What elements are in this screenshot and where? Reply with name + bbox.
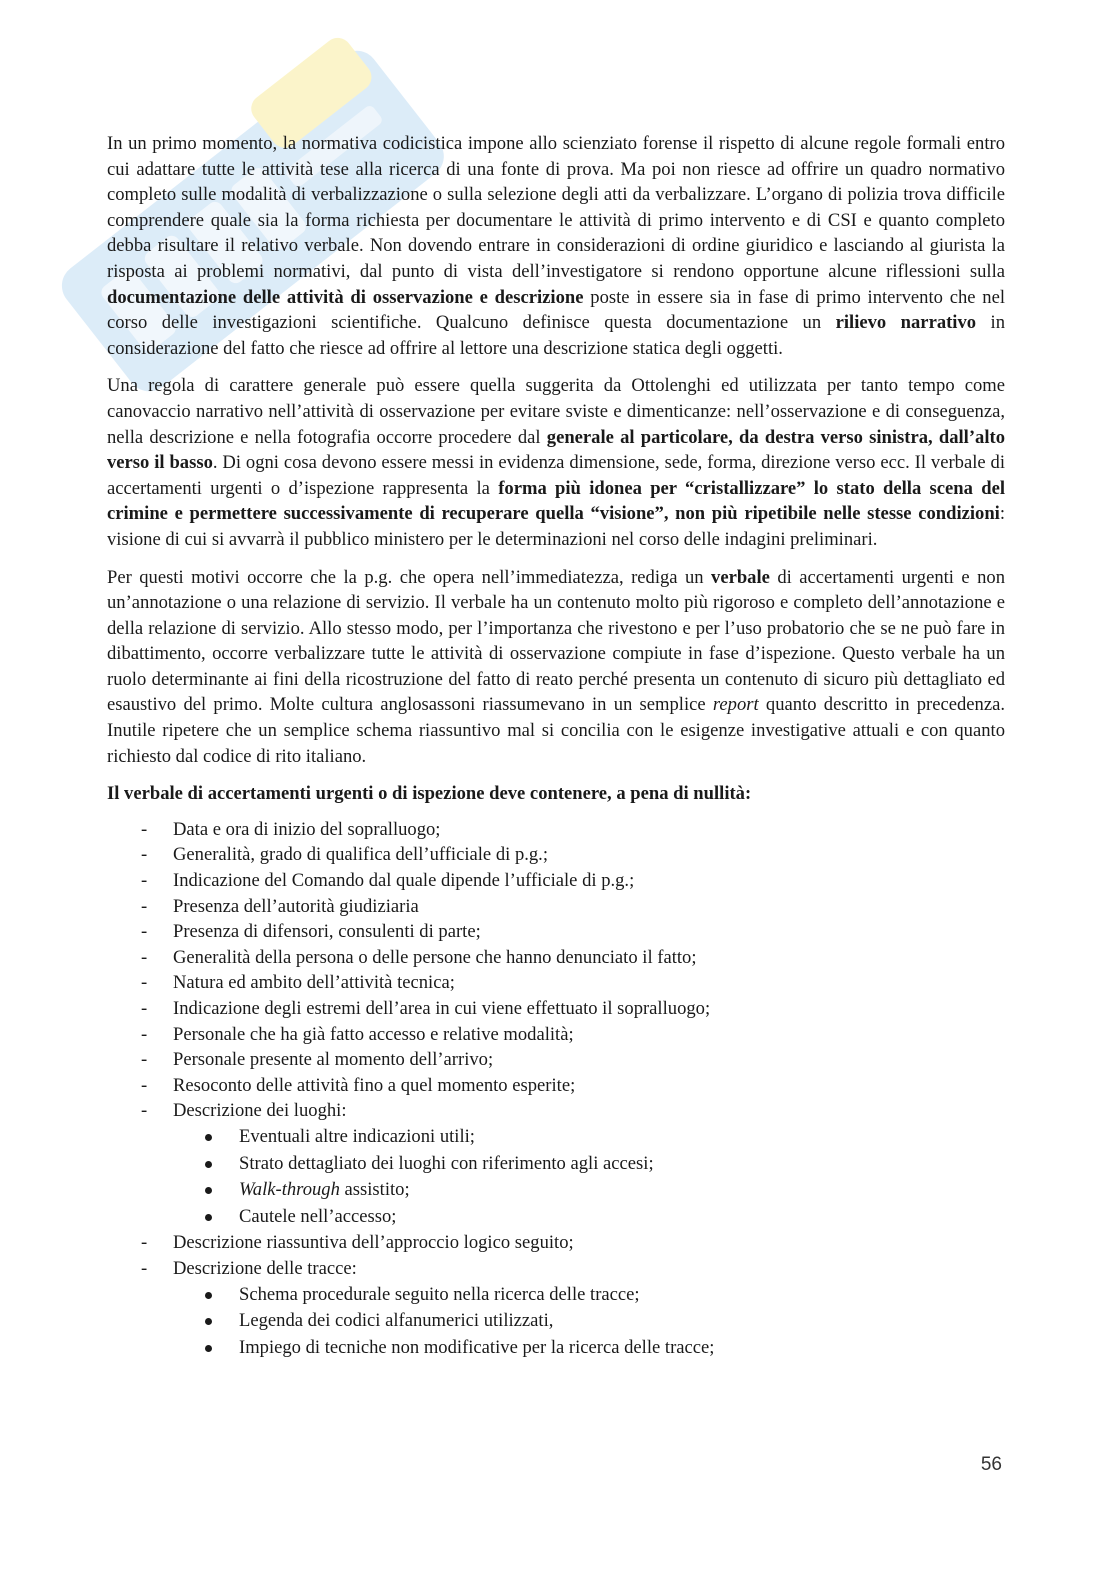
dash-marker: - <box>141 1232 148 1254</box>
sub-list-item-text <box>239 1179 410 1200</box>
text-run: Strato dettagliato dei luoghi con riferimento agli accesi; <box>239 1152 654 1174</box>
sub-list-item <box>173 1335 1005 1362</box>
text-run: in considerazione del fatto che riesce ad offrire al lettore una descrizione statica degli oggetti. <box>107 312 1006 359</box>
dash-marker: - <box>141 818 148 840</box>
bullet-icon <box>205 1292 212 1299</box>
sub-list-item-text <box>239 1310 553 1331</box>
text-run: quanto descritto in precedenza. Inutile ripetere che un semplice schema riassuntivo mal si concilia con le esigenze investigative attuali e con quanto richiesto dal codice di rito italiano. <box>107 694 1005 767</box>
list-item-text <box>173 921 481 942</box>
bold-text: forma più idonea per “cristallizzare” lo stato della scena del crimine e permettere successivamente di recuperare quella “visione”, non più ripetibile nelle stesse condizioni <box>107 477 1006 525</box>
paragraph <box>107 131 1005 361</box>
sub-list <box>173 1282 1005 1362</box>
text-run: Natura ed ambito dell’attività tecnica; <box>173 972 455 994</box>
dash-marker: - <box>141 1023 148 1045</box>
text-run: assistito; <box>339 1179 410 1201</box>
dash-marker: - <box>141 870 148 892</box>
sub-list-item-text <box>239 1153 654 1174</box>
dash-marker: - <box>141 972 148 994</box>
list-item <box>107 970 1005 996</box>
text-run: Presenza di difensori, consulenti di parte; <box>173 921 481 943</box>
text-run: Legenda dei codici alfanumerici utilizzati, <box>239 1310 554 1332</box>
dash-marker: - <box>141 895 148 917</box>
list-item <box>107 894 1005 920</box>
list-item <box>107 842 1005 868</box>
bullet-icon <box>205 1134 212 1141</box>
dash-marker: - <box>141 1049 148 1071</box>
list-item <box>107 1230 1005 1256</box>
list-item-text <box>173 998 710 1019</box>
text-run: Indicazione degli estremi dell’area in cui viene effettuato il sopralluogo; <box>173 998 711 1019</box>
sub-list-item <box>173 1282 1005 1309</box>
list-item-text <box>173 896 419 917</box>
paragraph <box>107 565 1005 770</box>
bullet-icon <box>205 1345 212 1352</box>
sub-list-item-text <box>239 1284 640 1305</box>
list-item-text <box>173 947 697 968</box>
text-run: Generalità della persona o delle persone che hanno denunciato il fatto; <box>173 946 697 968</box>
bullet-icon <box>205 1161 212 1168</box>
bold-text: generale al particolare, da destra verso sinistra, dall’alto verso il basso <box>107 426 1005 474</box>
text-run: In un primo momento, la normativa codicistica impone allo scienziato forense il rispetto di alcune regole formali entro cui adattare tutte le attività tese alla ricerca di una fonte di prova. Ma poi non riesce ad offrire un quadro normativo completo sulle modalità di verbalizzazione o sulla selezione degli atti da verbalizzare. L’organo di polizia trova difficile comprendere quale sia la forma richiesta per documentare le attività di primo intervento e di CSI e quanto completo debba risultare il relativo verbale. Non dovendo entrare in considerazioni di ordine giuridico e lasciando al giurista la risposta ai problemi normativi, dal punto di vista dell’investigatore si rendono opportune alcune riflessioni sulla <box>107 133 1005 282</box>
text-run: poste in essere sia in fase di primo intervento che nel corso delle investigazioni scientifiche. Qualcuno definisce questa documentazione un <box>107 286 1005 334</box>
dash-marker: - <box>141 1100 148 1122</box>
text-run: Personale che ha già fatto accesso e relative modalità; <box>173 1023 574 1045</box>
list-item-text <box>173 870 634 891</box>
text-run: Generalità, grado di qualifica dell’ufficiale di p.g.; <box>173 844 548 866</box>
text-run: Schema procedurale seguito nella ricerca delle tracce; <box>239 1283 640 1305</box>
document-body <box>107 131 1005 1361</box>
list-item-text <box>173 1024 574 1045</box>
text-run: Una regola di carattere generale può essere quella suggerita da Ottolenghi ed utilizzata per tanto tempo come canovaccio narrativo nell’attività di osservazione per evitare sviste e dimenticanze: nell’osservazione e di conseguenza, nella descrizione e nella fotografia occorre procedere dal <box>107 375 1005 448</box>
list-item <box>107 868 1005 894</box>
sub-list-item <box>173 1308 1005 1335</box>
sub-list <box>173 1124 1005 1230</box>
text-run: Per questi motivi occorre che la p.g. che opera nell’immediatezza, rediga un <box>107 566 712 588</box>
dash-marker: - <box>141 1074 148 1096</box>
list-item-text <box>173 972 455 993</box>
list-item <box>107 817 1005 843</box>
text-run: Eventuali altre indicazioni utili; <box>239 1125 475 1147</box>
text-run: Descrizione dei luoghi: <box>173 1100 347 1122</box>
list-item-text <box>173 819 440 840</box>
list-heading: Il verbale di accertamenti urgenti o di ispezione deve contenere, a pena di nullità: <box>107 783 752 805</box>
text-run: Resoconto delle attività fino a quel momento esperite; <box>173 1074 576 1096</box>
list-item-text <box>173 1075 575 1096</box>
bold-text: verbale <box>711 566 770 588</box>
text-run: Indicazione del Comando dal quale dipende l’ufficiale di p.g.; <box>173 870 635 892</box>
text-run: Cautele nell’accesso; <box>239 1205 397 1227</box>
text-run: Personale presente al momento dell’arrivo; <box>173 1049 494 1071</box>
bold-text: documentazione delle attività di osservazione e descrizione <box>107 286 584 308</box>
italic-text: report <box>712 694 759 716</box>
list-item <box>107 945 1005 971</box>
dash-marker: - <box>141 921 148 943</box>
bullet-icon <box>205 1187 212 1194</box>
text-run: Descrizione delle tracce: <box>173 1257 357 1279</box>
requirements-list <box>107 817 1005 1361</box>
list-item-text <box>173 1258 357 1279</box>
page-number: 56 <box>980 1454 1002 1475</box>
list-item <box>107 996 1005 1022</box>
dash-marker: - <box>141 1257 148 1279</box>
list-item <box>107 1047 1005 1073</box>
text-run: Impiego di tecniche non modificative per la ricerca delle tracce; <box>239 1336 715 1358</box>
list-item <box>107 1022 1005 1048</box>
dash-marker: - <box>141 844 148 866</box>
list-item <box>107 1098 1005 1230</box>
text-run: Presenza dell’autorità giudiziaria <box>173 895 419 917</box>
sub-list-item <box>173 1204 1005 1231</box>
italic-text: Walk-through <box>239 1179 340 1201</box>
text-run: : visione di cui si avvarrà il pubblico ministero per le determinazioni nel corso delle indagini preliminari. <box>107 503 1005 550</box>
text-run: di accertamenti urgenti e non un’annotazione o una relazione di servizio. Il verbale ha un contenuto molto più rigoroso e completo dell’annotazione e della relazione di servizio. Allo stesso modo, per l’importanza che rivestono e per l’uso probatorio che se ne può fare in dibattimento, occorre verbalizzare tutte le attività di osservazione compiute in fase d’ispezione. Questo verbale ha un ruolo determinante ai fini della ricostruzione del fatto di reato perché presenta un contenuto di sicuro più dettagliato ed esaustivo del primo. Molte cultura anglosassoni riassumevano in un semplice <box>107 566 1005 716</box>
sub-list-item <box>173 1151 1005 1178</box>
dash-marker: - <box>141 946 148 968</box>
list-item-text <box>173 1232 574 1253</box>
list-item <box>107 1073 1005 1099</box>
list-item <box>107 919 1005 945</box>
dash-marker: - <box>141 998 148 1019</box>
sub-list-item <box>173 1124 1005 1151</box>
bullet-icon <box>205 1318 212 1325</box>
text-run: . Di ogni cosa devono essere messi in evidenza dimensione, sede, forma, direzione verso ecc. Il verbale di accertamenti urgenti o d’ispezione rappresenta la <box>107 452 1005 499</box>
sub-list-item <box>173 1177 1005 1204</box>
paragraphs <box>107 131 1005 769</box>
list-item <box>107 1256 1005 1361</box>
list-item-text <box>173 1049 493 1070</box>
sub-list-item-text <box>239 1126 475 1147</box>
bullet-icon <box>205 1214 212 1221</box>
text-run: Data e ora di inizio del sopralluogo; <box>173 818 441 840</box>
paragraph <box>107 373 1005 552</box>
bold-text: rilievo narrativo <box>835 312 977 334</box>
list-item-text <box>173 1100 347 1121</box>
list-item-text <box>173 844 548 865</box>
sub-list-item-text <box>239 1337 714 1358</box>
text-run: Descrizione riassuntiva dell’approccio logico seguito; <box>173 1232 574 1254</box>
sub-list-item-text <box>239 1206 396 1227</box>
